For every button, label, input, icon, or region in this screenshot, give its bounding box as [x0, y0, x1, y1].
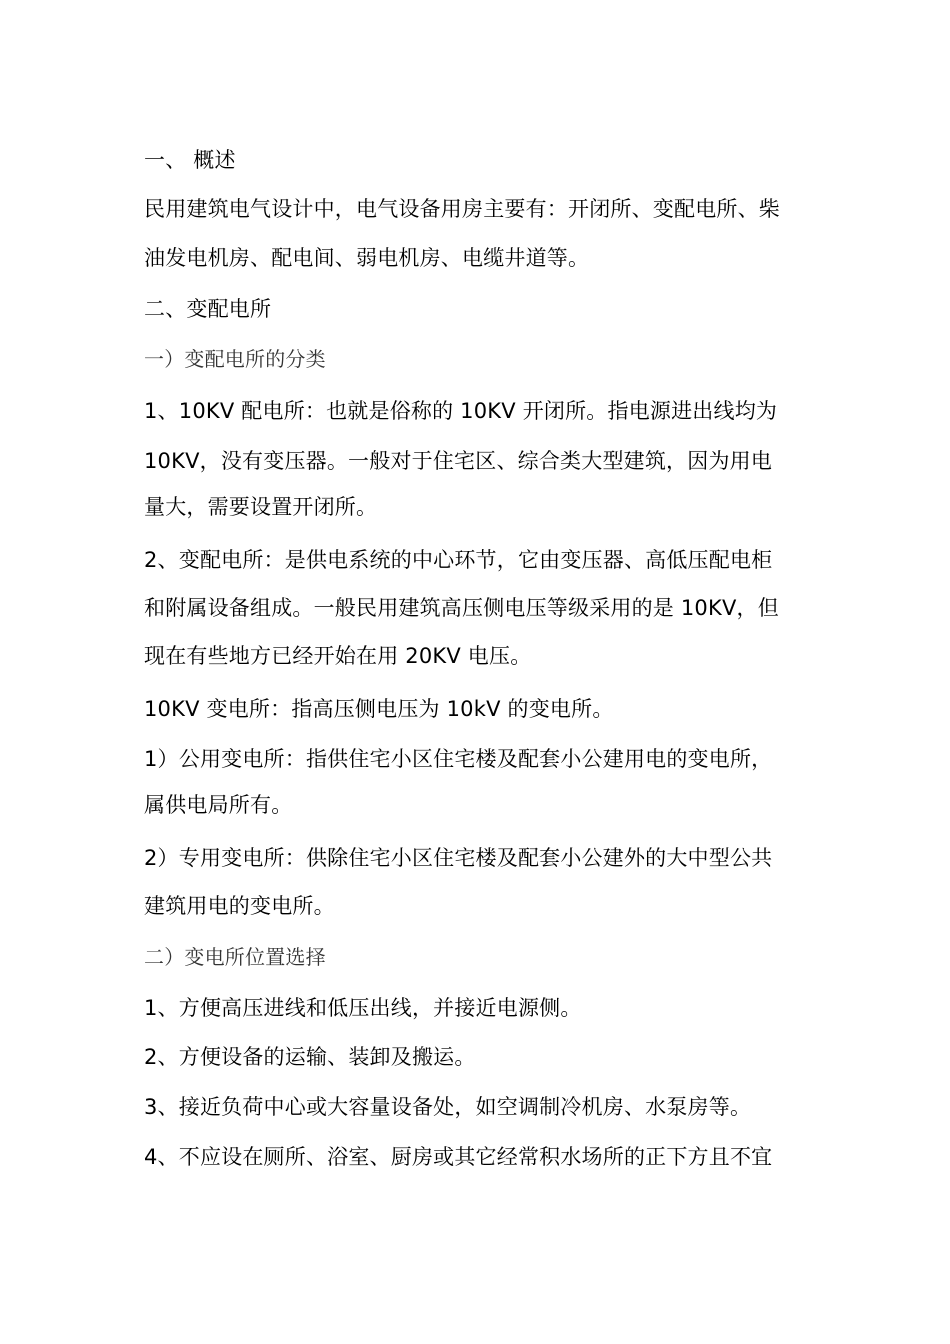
paragraph-line: 1、10KV 配电所：也就是俗称的 10KV 开闭所。指电源进出线均为 [144, 399, 778, 423]
paragraph-line: 2、变配电所：是供电系统的中心环节，它由变压器、高低压配电柜 [144, 548, 773, 572]
paragraph-line: 2）专用变电所：供除住宅小区住宅楼及配套小公建外的大中型公共 [144, 846, 773, 870]
paragraph-line: 民用建筑电气设计中，电气设备用房主要有：开闭所、变配电所、柴 [144, 197, 780, 221]
paragraph-line: 2、方便设备的运输、装卸及搬运。 [144, 1045, 476, 1069]
paragraph-line: 1）公用变电所：指供住宅小区住宅楼及配套小公建用电的变电所， [144, 747, 773, 771]
paragraph-line: 和附属设备组成。一般民用建筑高压侧电压等级采用的是 10KV，但 [144, 596, 779, 620]
paragraph-line: 量大，需要设置开闭所。 [144, 495, 378, 519]
paragraph-line: 建筑用电的变电所。 [144, 894, 335, 918]
section-heading-substation: 二、变配电所 [144, 297, 272, 321]
section-heading-overview: 一、 概述 [144, 148, 236, 172]
paragraph-line: 10KV 变电所：指高压侧电压为 10kV 的变电所。 [144, 697, 614, 721]
paragraph-line: 10KV，没有变压器。一般对于住宅区、综合类大型建筑，因为用电 [144, 449, 773, 473]
subsection-heading-location: 二）变电所位置选择 [144, 945, 326, 969]
paragraph-line: 4、不应设在厕所、浴室、厨房或其它经常积水场所的正下方且不宜 [144, 1145, 773, 1169]
paragraph-line: 油发电机房、配电间、弱电机房、电缆井道等。 [144, 246, 590, 270]
paragraph-line: 3、接近负荷中心或大容量设备处，如空调制冷机房、水泵房等。 [144, 1095, 752, 1119]
subsection-heading-classification: 一）变配电所的分类 [144, 347, 326, 371]
paragraph-line: 现在有些地方已经开始在用 20KV 电压。 [144, 644, 532, 668]
paragraph-line: 1、方便高压进线和低压出线，并接近电源侧。 [144, 996, 582, 1020]
paragraph-line: 属供电局所有。 [144, 793, 293, 817]
